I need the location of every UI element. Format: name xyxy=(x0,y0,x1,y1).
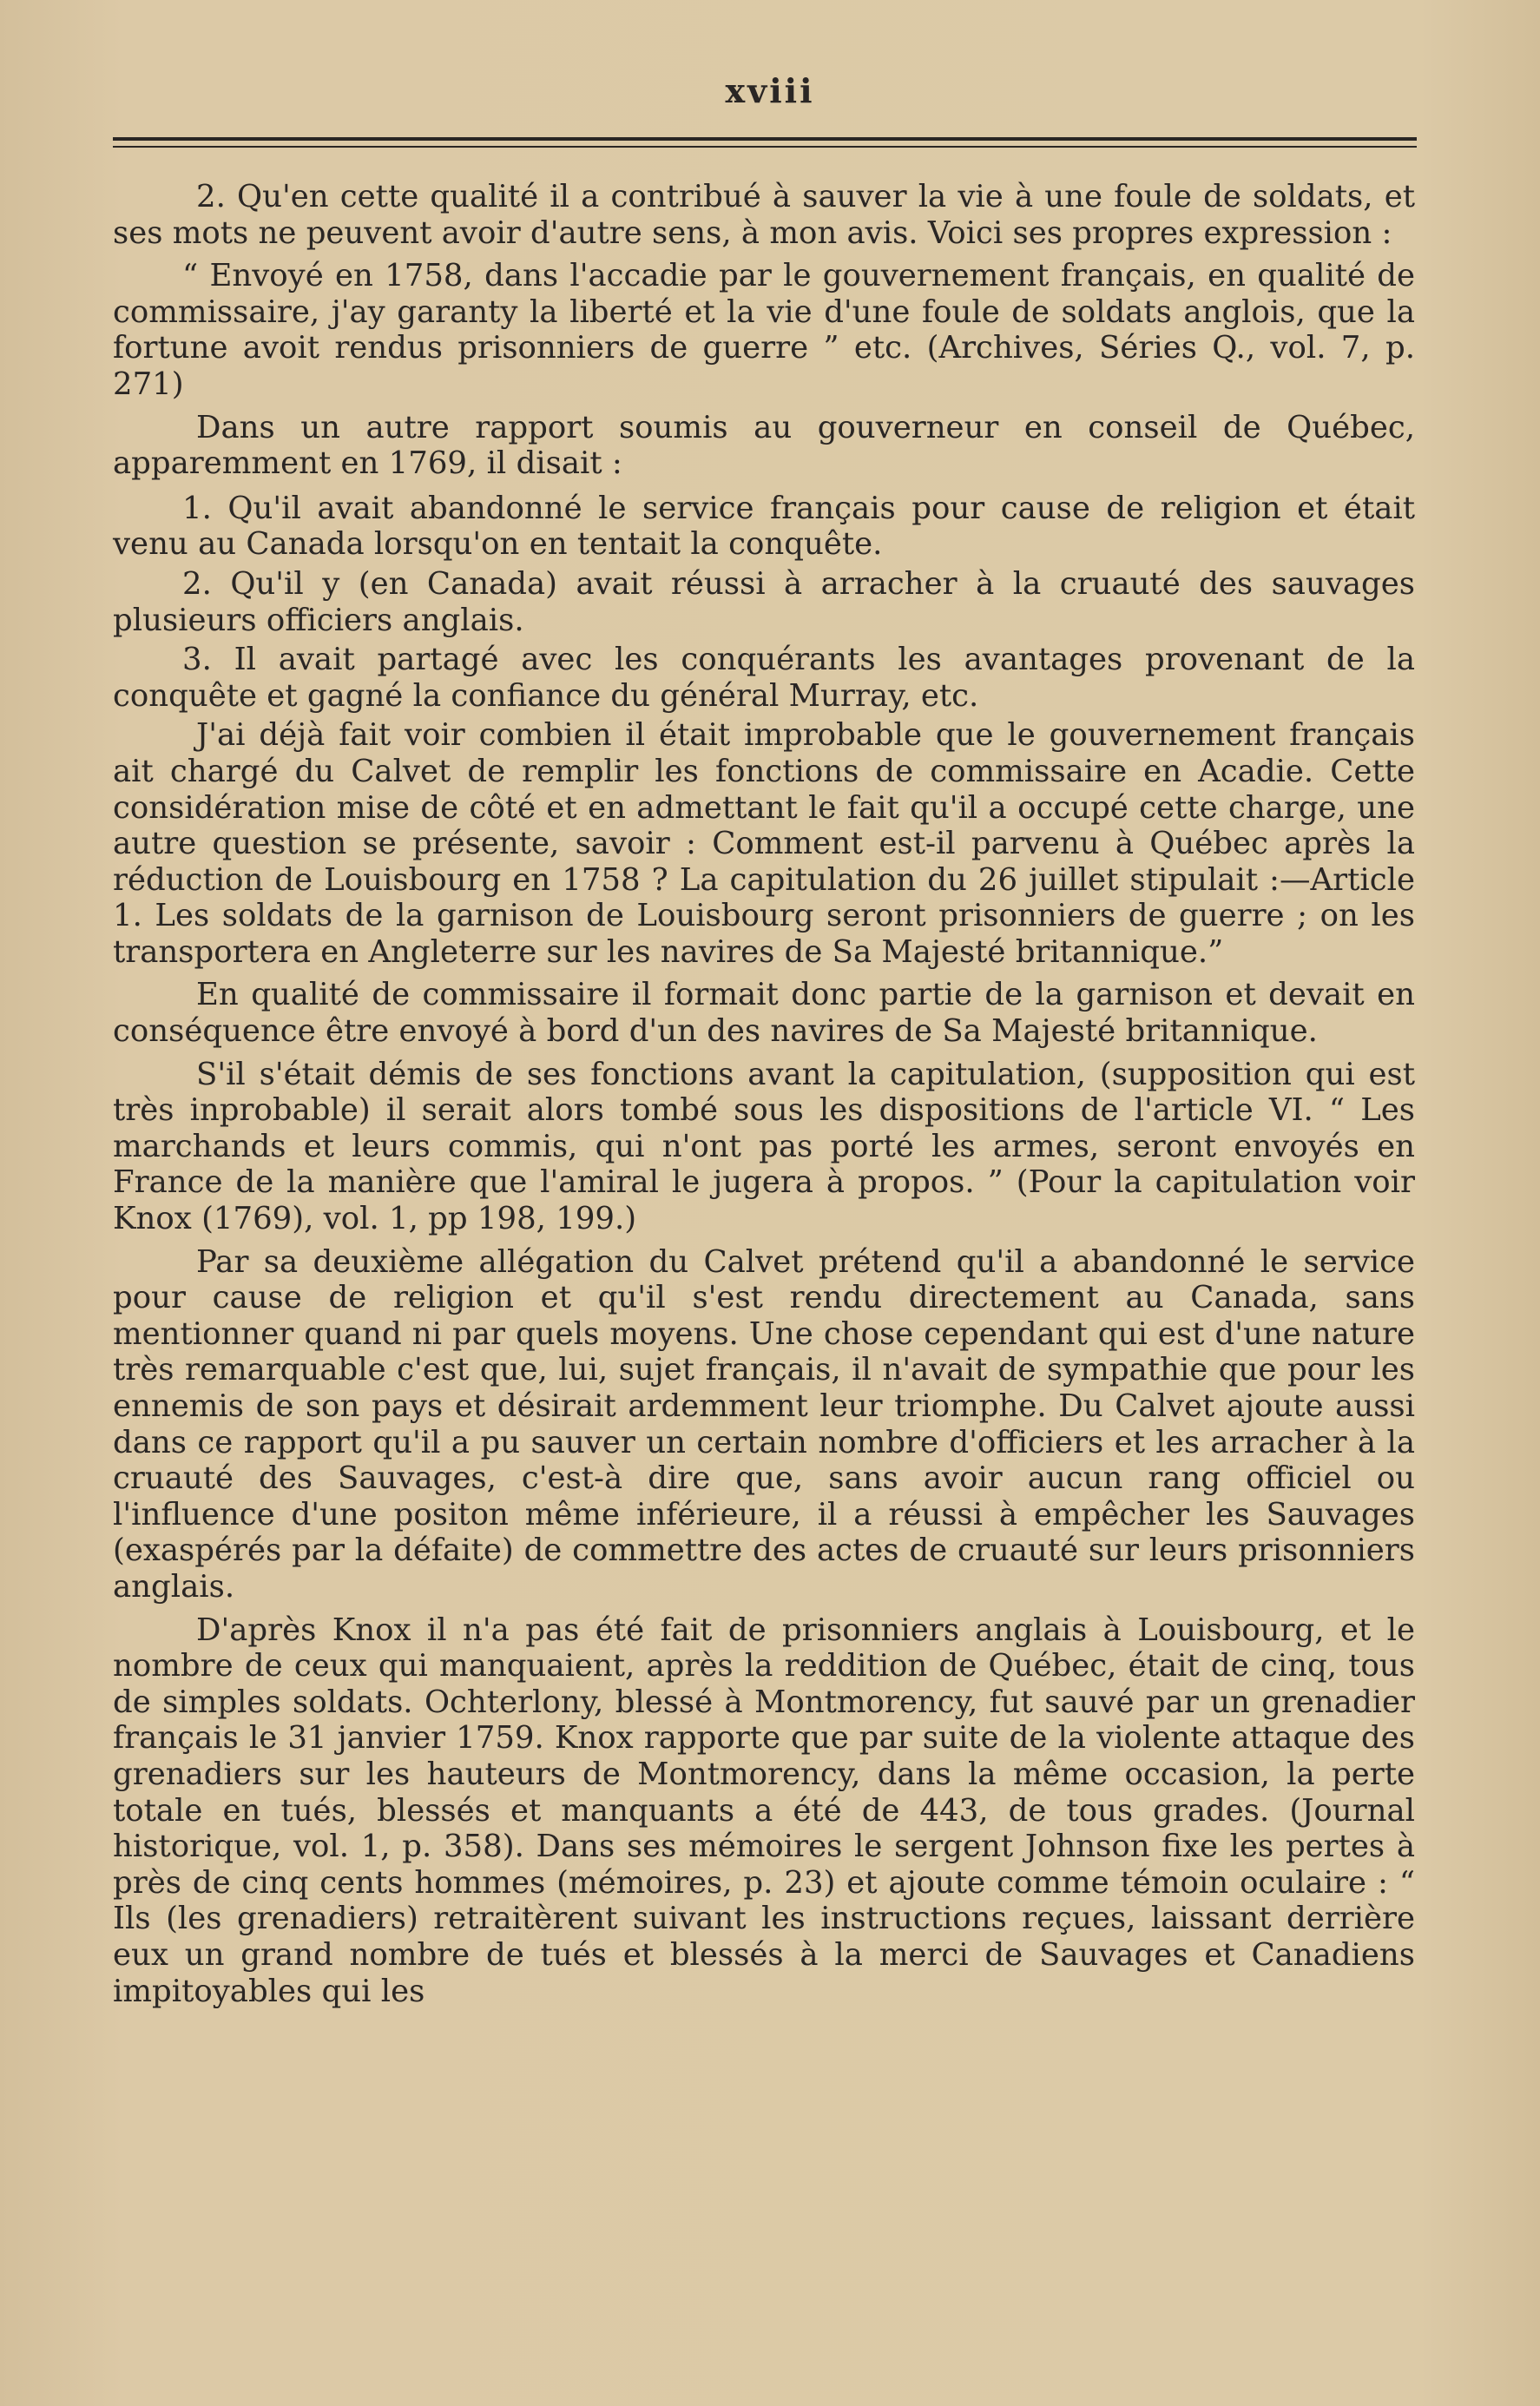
list-item-3: 3. Il avait partagé avec les conquérants les avantages provenant de la conquête et gagné la confiance du général Murray, etc. xyxy=(113,642,1415,714)
paragraph-capitulation: S'il s'était démis de ses fonctions avant la capitulation, (supposition qui est très inprobable) il serait alors tombé sous les dispositions de l'article VI. “ Les marchands et leurs commis, qui n'ont pas porté les armes, seront envoyés en France de la manière que l'amiral le jugera à propos. ” (Pour la capitulation voir Knox (1769), vol. 1, pp 198, 199.) xyxy=(113,1056,1415,1237)
paragraph-knox: D'après Knox il n'a pas été fait de prisonniers anglais à Louisbourg, et le nombre de ceux qui manquaient, après la reddition de Québec, était de cinq, tous de simples soldats. Ochterlony, blessé à Montmorency, fut sauvé par un grenadier français le 31 janvier 1759. Knox rapporte que par suite de la violente attaque des grenadiers sur les hauteurs de Montmorency, dans la même occasion, la perte totale en tués, blessés et manquants a été de 443, de tous grades. (Journal historique, vol. 1, p. 358). Dans ses mémoires le sergent Johnson fixe les pertes à près de cinq cents hommes (mémoires, p. 23) et ajoute comme témoin oculaire : “ Ils (les grenadiers) retraitèrent suivant les instructions reçues, laissant derrière eux un grand nombre de tués et blessés à la merci de Sauvages et Canadiens impitoyables qui les xyxy=(113,1612,1415,2009)
paragraph-commissaire: En qualité de commissaire il formait donc partie de la garnison et devait en conséquence être envoyé à bord d'un des navires de Sa Majesté britannique. xyxy=(113,977,1415,1050)
paragraph-improbable: J'ai déjà fait voir combien il était improbable que le gouvernement français ait chargé du Calvet de remplir les fonctions de commissaire en Acadie. Cette considération mise de côté et en admettant le fait qu'il a occupé cette charge, une autre question se présente, savoir : Comment est-il parvenu à Québec après la réduction de Louisbourg en 1758 ? La capitulation du 26 juillet stipulait :—Article 1. Les soldats de la garnison de Louisbourg seront prisonniers de guerre ; on les transportera en Angleterre sur les navires de Sa Majesté britannique.” xyxy=(113,717,1415,970)
paragraph-autre-rapport: Dans un autre rapport soumis au gouverneur en conseil de Québec, apparemment en 1769, il disait : xyxy=(113,409,1415,482)
page-number: xviii xyxy=(725,71,815,110)
header-rule-thin xyxy=(113,146,1417,148)
list-item-2: 2. Qu'il y (en Canada) avait réussi à arracher à la cruauté des sauvages plusieurs officiers anglais. xyxy=(113,565,1415,638)
quotation-archives: “ Envoyé en 1758, dans l'accadie par le gouvernement français, en qualité de commissaire, j'ay garanty la liberté et la vie d'une foule de soldats anglois, que la fortune avoit rendus prisonniers de guerre ” etc. (Archives, Séries Q., vol. 7, p. 271) xyxy=(113,258,1415,402)
page-body xyxy=(113,179,1415,2016)
paragraph-point-2: 2. Qu'en cette qualité il a contribué à sauver la vie à une foule de soldats, et ses mots ne peuvent avoir d'autre sens, à mon avis. Voici ses propres expression : xyxy=(113,179,1415,251)
paragraph-deuxieme-allegation: Par sa deuxième allégation du Calvet prétend qu'il a abandonné le service pour cause de religion et qu'il s'est rendu directement au Canada, sans mentionner quand ni par quels moyens. Une chose cependant qui est d'une nature très remarquable c'est que, lui, sujet français, il n'avait de sympathie que pour les ennemis de son pays et désirait ardemment leur triomphe. Du Calvet ajoute aussi dans ce rapport qu'il a pu sauver un certain nombre d'officiers et les arracher à la cruauté des Sauvages, c'est-à dire que, sans avoir aucun rang officiel ou l'influence d'une positon même inférieure, il a réussi à empêcher les Sauvages (exaspérés par la défaite) de commettre des actes de cruauté sur leurs prisonniers anglais. xyxy=(113,1243,1415,1605)
list-item-1: 1. Qu'il avait abandonné le service français pour cause de religion et était venu au Canada lorsqu'on en tentait la conquête. xyxy=(113,490,1415,563)
header-rule-thick xyxy=(113,137,1417,141)
